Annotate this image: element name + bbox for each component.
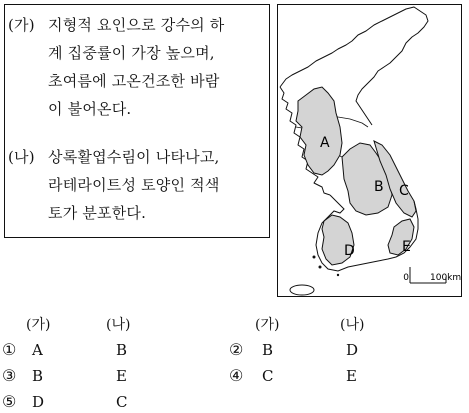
option-4-na: E (346, 367, 357, 385)
na-marker: (나) (8, 148, 35, 166)
ga-line-1: 지형적 요인으로 강수의 하 (48, 16, 225, 34)
option-4-ga: C (262, 367, 274, 385)
scale-zero-label: 0 (403, 273, 409, 283)
island (337, 274, 339, 276)
region-a-label: A (320, 135, 330, 151)
korea-map (277, 4, 462, 297)
na-line-3: 토가 분포한다. (48, 204, 147, 222)
ga-line-3: 초여름에 고온건조한 바람 (48, 72, 220, 90)
region-d-label: D (344, 243, 355, 259)
na-line-1: 상록활엽수림이 나타나고, (48, 148, 220, 166)
header-na-right: (나) (340, 317, 365, 333)
option-5-ga: D (32, 393, 45, 411)
region-c-label: C (399, 183, 409, 199)
scale-length-label: 100km (430, 273, 461, 283)
option-2-number[interactable]: ② (229, 340, 244, 359)
option-2-na: D (346, 341, 359, 359)
ga-line-2: 계 집중률이 가장 높으며, (48, 44, 215, 62)
jeju-island (290, 285, 314, 295)
option-3-number[interactable]: ③ (2, 366, 17, 385)
description-box (4, 4, 270, 238)
option-4-number[interactable]: ④ (229, 366, 244, 385)
header-na-left: (나) (106, 317, 131, 333)
option-1-ga: A (32, 341, 43, 359)
option-3-na: E (116, 367, 127, 385)
option-3-ga: B (32, 367, 44, 385)
header-ga-left: (가) (26, 317, 51, 333)
ga-line-4: 이 불어온다. (48, 100, 132, 118)
option-5-number[interactable]: ⑤ (2, 392, 17, 411)
option-2-ga: B (262, 341, 274, 359)
island (319, 266, 322, 269)
ga-marker: (가) (8, 16, 35, 34)
region-e-label: E (402, 239, 411, 255)
option-5-na: C (116, 393, 128, 411)
region-b-label: B (374, 179, 384, 195)
header-ga-right: (가) (255, 317, 280, 333)
island (313, 256, 316, 259)
option-1-number[interactable]: ① (2, 340, 17, 359)
na-line-2: 라테라이트성 토양인 적색 (48, 176, 220, 194)
region-a-shape (296, 87, 342, 175)
korea-map-svg (278, 5, 461, 296)
option-1-na: B (116, 341, 128, 359)
